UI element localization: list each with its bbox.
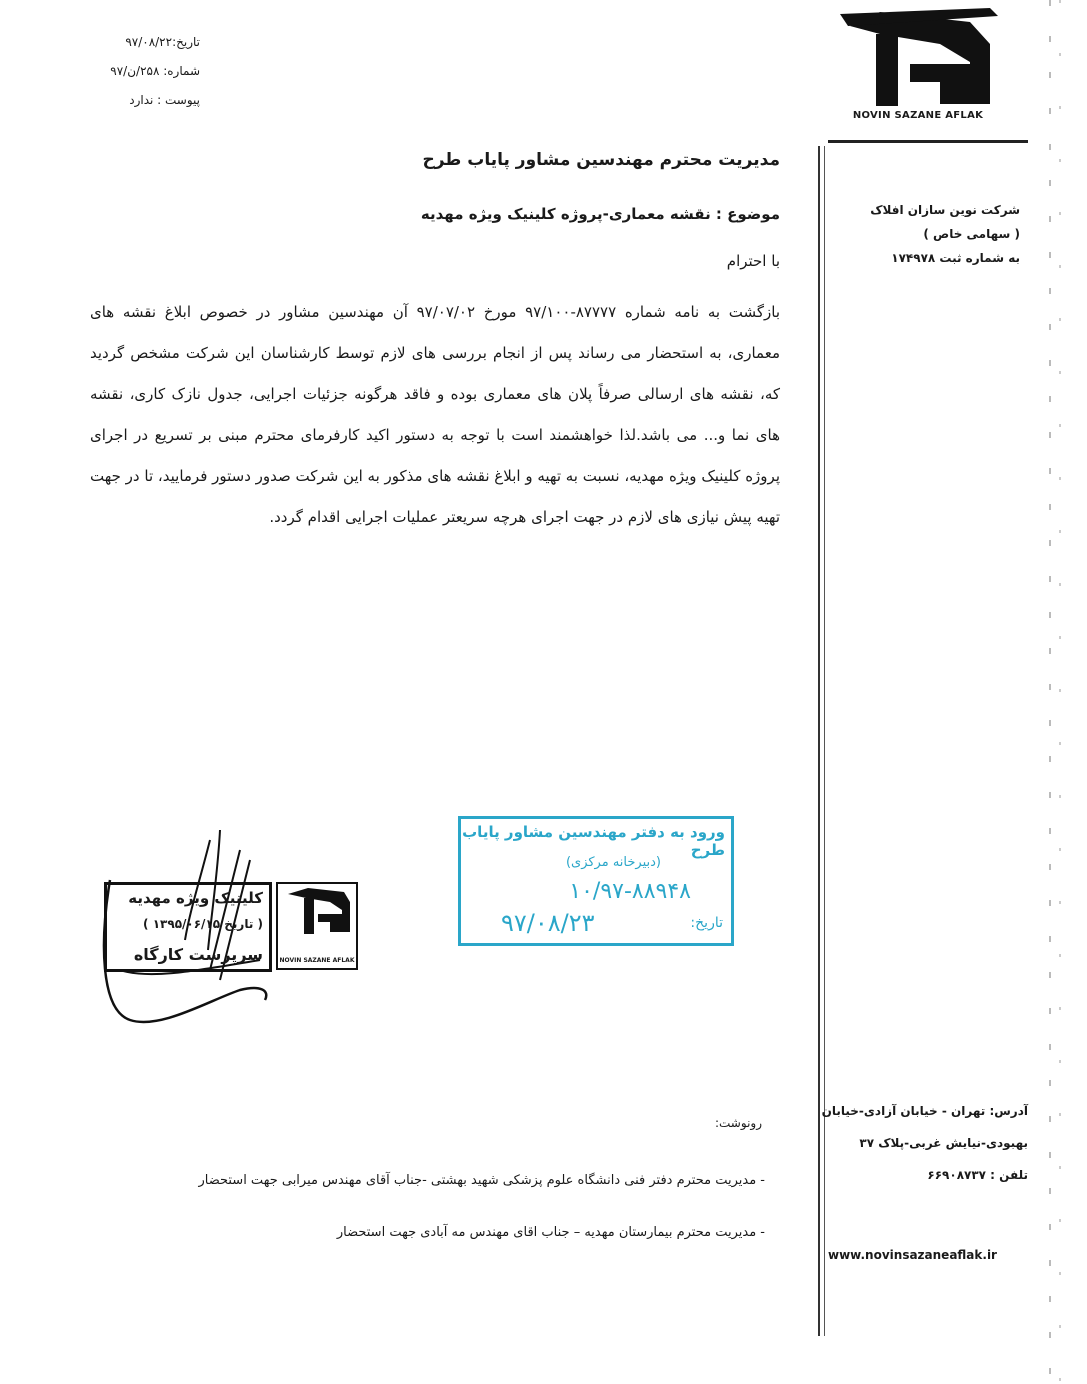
received-stamp-date: ۹۷/۰۸/۲۳: [501, 909, 595, 937]
header-rule: [828, 140, 1028, 143]
letter-attachment: پیوست : ندارد: [129, 93, 200, 107]
logo-caption: NOVIN SAZANE AFLAK: [852, 110, 984, 121]
cc-label: رونوشت:: [714, 1116, 762, 1130]
cc-item: - مدیریت محترم بیمارستان مهدیه – جناب اقای مهندس مه آبادی جهت استحضار: [336, 1225, 765, 1240]
company-name: شرکت نوین سازان افلاک: [870, 203, 1020, 217]
recipient: مدیریت محترم مهندسین مشاور پایاب طرح: [422, 150, 780, 170]
site-stamp-line3: سرپرست کارگاه: [133, 945, 263, 964]
received-stamp-number: ۱۰/۹۷-۸۸۹۴۸: [569, 879, 691, 904]
cc-item: - مدیریت محترم دفتر فنی دانشگاه علوم پزشکی شهید بهشتی -جناب آقای مهندس میرابی جهت استحضار: [198, 1173, 765, 1188]
letter-date: تاریخ:۹۷/۰۸/۲۲: [125, 35, 200, 49]
site-supervisor-stamp: [100, 878, 358, 974]
company-website: www.novinsazaneaflak.ir: [828, 1248, 997, 1262]
received-stamp-subtitle: (دبیرخانه مرکزی): [565, 855, 661, 870]
site-stamp-box: [104, 882, 272, 972]
site-stamp-line2: ( تاریخ ۱۳۹۵/۰۶/۱۵ ): [143, 917, 263, 931]
subject: موضوع : نقشه معماری-پروژه کلینیک ویژه مهدیه: [420, 205, 780, 223]
company-registration: به شماره ثبت ۱۷۴۹۷۸: [891, 251, 1020, 265]
site-stamp-line1: کلینیک ویژه مهدیه: [128, 889, 263, 907]
letter-number: شماره: ۲۵۸/ن/۹۷: [110, 64, 200, 78]
company-info: [840, 198, 1020, 270]
site-stamp-logo-caption: NOVIN SAZANE AFLAK: [279, 957, 355, 964]
greeting: با احترام: [726, 252, 780, 270]
company-address: [818, 1095, 1028, 1191]
received-stamp-date-label: تاریخ:: [690, 915, 723, 931]
address-line2: بهبودی-نیایش غربی-پلاک ۳۷: [859, 1136, 1028, 1150]
company-type: ( سهامی خاص ): [923, 227, 1020, 241]
cc-list: [80, 1155, 765, 1259]
address-line1: آدرس: تهران - خیابان آزادی-خیابان: [821, 1104, 1028, 1118]
received-stamp: [458, 816, 734, 946]
letter-body: بازگشت به نامه شماره ۸۷۷۷۷-۹۷/۱۰۰ مورخ ۹۷/۰۷/۰۲ آن مهندسین مشاور در خصوص ابلاغ نقشه های معماری، به استحضار می رساند پس از انجام بررسی های لازم توسط کارشناسان این شرکت مشخص گردید که، نقشه های ارسالی صرفاً پلان های معماری بوده و فاقد هرگونه جزئیات اجرایی، جدول نازک کاری، نقشه های نما و... می باشد.لذا خواهشمند است با توجه به دستور اکید کارفرمای محترم مبنی بر تسریع در اجرای پروژه کلینیک ویژه مهدیه، نسبت به تهیه و ابلاغ نقشه های مذکور به این شرکت صدور دستور فرمایید، تا در جهت تهیه پیش نیازی های لازم در جهت اجرای هرچه سریعتر عملیات اجرایی اقدام گردد.: [90, 303, 781, 526]
company-phone: تلفن : ۶۶۹۰۸۷۳۷: [927, 1168, 1028, 1182]
site-stamp-logo-icon: [278, 884, 356, 944]
received-stamp-title: ورود به دفتر مهندسین مشاور پایاب طرح: [462, 823, 725, 859]
site-stamp-logo: [276, 882, 358, 970]
scan-edge-marks: [1040, 0, 1087, 1384]
letter-meta: [60, 28, 200, 115]
